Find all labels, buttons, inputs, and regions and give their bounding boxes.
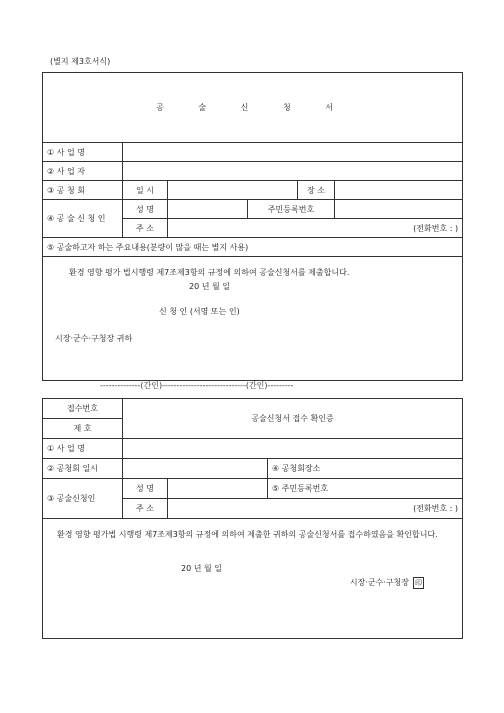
- receipt-form: [42, 398, 463, 639]
- receipt-applicant-label: ③ 공술신청인: [43, 479, 123, 519]
- application-statement: 환경 영향 평가 법시행령 제7조제3항의 규정에 의하여 공술신청서를 제출합니다.: [69, 268, 350, 277]
- receipt-applicant-name-value[interactable]: [168, 479, 268, 499]
- receipt-applicant-id-label: ⑤ 주민등록번호: [268, 479, 463, 499]
- applicant-name-value[interactable]: [168, 200, 248, 219]
- business-operator-label: ② 사 업 자: [43, 162, 123, 181]
- application-body: [43, 257, 463, 381]
- business-name-label: ① 사 업 명: [43, 143, 123, 162]
- receipt-body: [43, 519, 463, 639]
- receipt-hearing-date-value[interactable]: [123, 459, 268, 479]
- applicant-label: ④ 공 술 신 청 인: [43, 200, 123, 238]
- receipt-number-label: 접수번호: [43, 399, 123, 419]
- applicant-address-label: 주 소: [123, 219, 168, 238]
- applicant-name-label: 성 명: [123, 200, 168, 219]
- receipt-issuer: 시장·군수·구청장: [349, 578, 410, 587]
- receipt-hearing-date-label: ② 공청회 일시: [43, 459, 123, 479]
- hearing-place-value[interactable]: [335, 181, 463, 200]
- hearing-label: ③ 공 청 회: [43, 181, 123, 200]
- statement-content-label: ⑤ 공술하고자 하는 주요내용(분량이 많을 때는 별지 사용): [43, 238, 463, 257]
- application-date: 20 년 월 일: [189, 282, 230, 291]
- business-operator-value[interactable]: [123, 162, 463, 181]
- receipt-hearing-place-label: ④ 공청회장소: [268, 459, 463, 479]
- application-signer: 신 청 인 (서명 또는 인): [159, 307, 240, 316]
- receipt-issuer-line: [57, 577, 448, 589]
- business-name-value[interactable]: [123, 143, 463, 162]
- hearing-place-label: 장 소: [298, 181, 335, 200]
- hearing-date-label: 일 시: [123, 181, 168, 200]
- receipt-applicant-phone[interactable]: (전화번호 : ): [168, 499, 463, 519]
- receipt-applicant-address-label: 주 소: [123, 499, 168, 519]
- hearing-date-value[interactable]: [168, 181, 298, 200]
- applicant-phone[interactable]: (전화번호 : ): [168, 219, 463, 238]
- application-form: [42, 72, 463, 381]
- form-number: (별지 제3호서식): [50, 57, 111, 66]
- receipt-business-name-label: ① 사 업 명: [43, 439, 123, 459]
- cut-line: --------------(간인)-----------------------------(간인)---------: [100, 381, 294, 390]
- applicant-id-value[interactable]: [335, 200, 463, 219]
- receipt-statement: 환경 영향 평가법 시행령 제7조제3항의 규정에 의하여 제출한 귀하의 공술신청서를 접수하였음을 확인합니다.: [57, 530, 438, 539]
- receipt-no-label[interactable]: 제 호: [43, 419, 123, 439]
- applicant-id-label: 주민등록번호: [248, 200, 335, 219]
- receipt-business-name-value[interactable]: [123, 439, 463, 459]
- application-title: 공 술 신 청 서: [43, 73, 463, 143]
- receipt-applicant-name-label: 성 명: [123, 479, 168, 499]
- receipt-date: 20 년 월 일: [181, 564, 222, 573]
- seal-stamp: 印: [415, 579, 423, 587]
- application-addressee: 시장·군수·구청장 귀하: [55, 334, 133, 343]
- receipt-title: 공술신청서 접수 확인증: [123, 399, 463, 439]
